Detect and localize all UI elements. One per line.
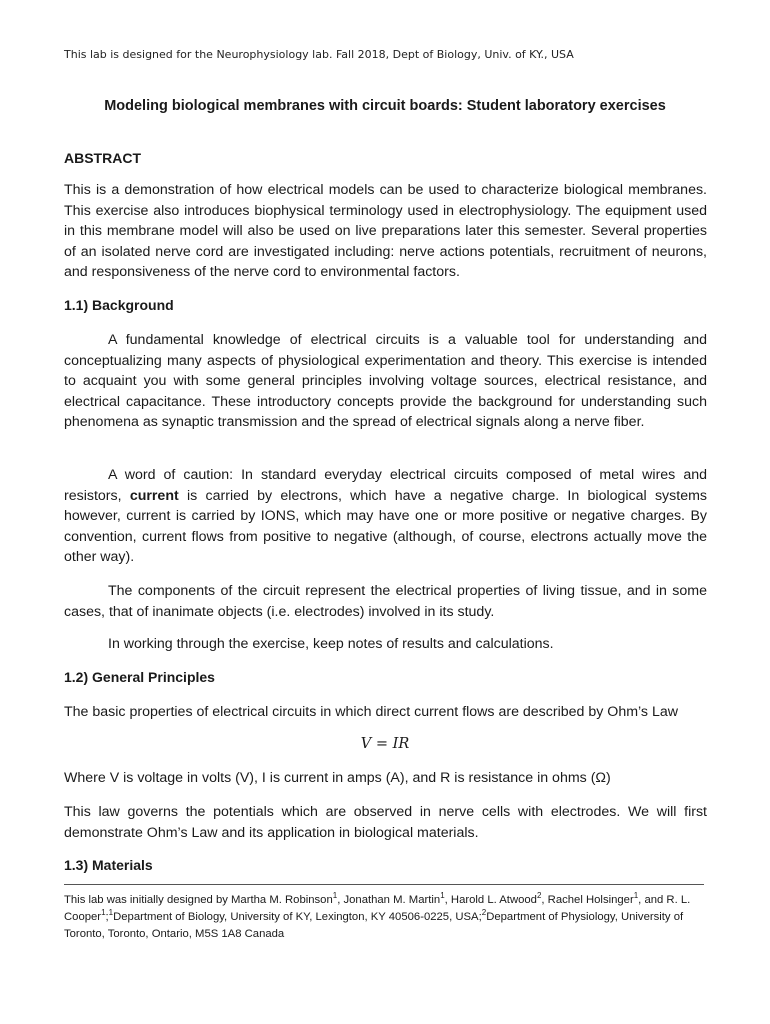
abstract-paragraph: This is a demonstration of how electrical models can be used to characterize biological membranes. This exercise also introduces biophysical terminology used in electrophysiology. The equipment used in this membrane model will also be used on live preparations later this semester. Several properties of an isolated nerve cord are investigated including: nerve actions potentials, recruitment of neurons, and responsiveness of the nerve cord to environmental factors. (64, 182, 707, 280)
footnote-superscript: 1 (440, 891, 445, 901)
footnote-text: ; (105, 911, 109, 923)
footnote-text: , and R. L. Cooper (64, 894, 691, 923)
principles-heading: 1.2) General Principles (64, 669, 215, 685)
ohms-law-equation: V = IR (360, 736, 410, 752)
abstract-heading: ABSTRACT (64, 150, 141, 166)
background-heading: 1.1) Background (64, 297, 174, 313)
principles-paragraph-2: Where V is voltage in volts (V), I is current in amps (A), and R is resistance in ohms (Ω) (64, 770, 611, 786)
footnote (64, 892, 714, 943)
background-paragraph-3: The components of the circuit represent the electrical properties of living tissue, and in some cases, that of inanimate objects (i.e. electrodes) involved in its study. (64, 583, 707, 620)
principles-paragraph-1: The basic properties of electrical circuits in which direct current flows are described by Ohm’s Law (64, 704, 678, 720)
footnote-superscript: 1 (633, 891, 639, 901)
footnote-text: , Rachel Holsinger (541, 894, 634, 906)
footnote-superscript: 1 (108, 908, 114, 918)
background-paragraph-4: In working through the exercise, keep notes of results and calculations. (108, 636, 554, 652)
materials-heading: 1.3) Materials (64, 857, 153, 873)
caution-text-start: A word of caution: In standard everyday electrical circuits composed of metal wires and resistors, (64, 467, 707, 504)
footnote-superscript: 1 (101, 908, 106, 918)
caution-text-end: is carried by electrons, which have a negative charge. In biological systems however, current is carried by IONS, which may have one or more positive or negative charges. By convention, current flows from positive to negative (although, of course, electrons actually move the other way). (64, 487, 707, 565)
background-paragraph-2 (64, 465, 707, 568)
header-note: This lab is designed for the Neurophysiology lab. Fall 2018, Dept of Biology, Univ. of KY., USA (64, 48, 574, 61)
footnote-text: , Jonathan M. Martin (337, 894, 441, 906)
footnote-divider (64, 884, 704, 885)
footnote-text: Department of Physiology, University of Toronto, Toronto, Ontario, M5S 1A8 Canada (64, 911, 684, 940)
footnote-superscript: 2 (481, 908, 487, 918)
footnote-text: Department of Biology, University of KY, Lexington, KY 40506-0225, USA; (113, 911, 482, 923)
footnote-superscript: 2 (536, 891, 542, 901)
principles-paragraph-3: This law governs the potentials which are observed in nerve cells with electrodes. We will first demonstrate Ohm’s Law and its application in biological materials. (64, 804, 707, 841)
background-paragraph-1: A fundamental knowledge of electrical circuits is a valuable tool for understanding and conceptualizing many aspects of physiological experimentation and theory. This exercise is intended to acquaint you with some general principles involving voltage sources, electrical resistance, and electrical capacitance. These introductory concepts provide the background for understanding such phenomena as synaptic transmission and the spread of electrical signals along a nerve fiber. (64, 332, 707, 430)
current-bold-term: current (129, 487, 179, 504)
footnote-text: , Harold L. Atwood (444, 894, 537, 906)
footnote-superscript: 1 (332, 891, 338, 901)
footnote-text: This lab was initially designed by Martha M. Robinson (64, 894, 333, 906)
document-title: Modeling biological membranes with circuit boards: Student laboratory exercises (104, 98, 666, 114)
